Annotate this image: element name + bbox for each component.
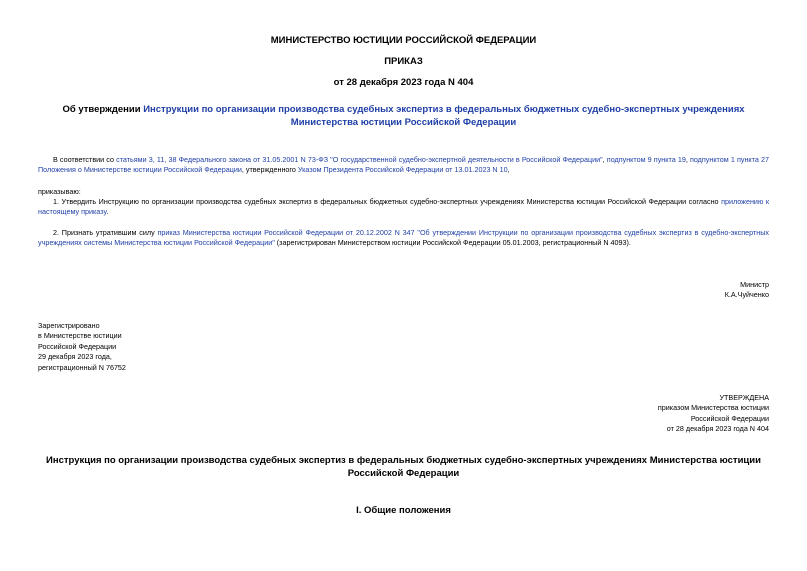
- repealed-order-link[interactable]: приказ Министерства юстиции Российской Федерации от 20.12.2002 N 347 "Об утверждении Инструкции по организации производства судебных экспертиз в судебно-экспертных учреждениях системы Министерства юстиции Российской Федерации": [38, 228, 769, 248]
- registration-line-1: Зарегистрировано: [38, 321, 100, 330]
- signature-block: [500, 280, 769, 301]
- regulation-link[interactable]: подпунктом 1 пункта 27 Положения о Министерстве юстиции Российской Федерации: [38, 155, 769, 175]
- registration-line-3: Российской Федерации: [38, 341, 117, 351]
- preamble-text-4: , утвержденного: [241, 165, 298, 175]
- approval-line-2: приказом Министерства юстиции: [657, 403, 769, 413]
- decree-link[interactable]: Указом Президента Российской Федерации от 13.01.2023 N 10: [297, 165, 508, 175]
- item-1-text: 1. Утвердить Инструкцию по организации производства судебных экспертиз в федеральных бюджетных судебно-экспертных учреждениях Министерства юстиции Российской Федерации согласно: [53, 197, 722, 206]
- law-link[interactable]: статьями 3, 11, 38 Федерального закона от 31.05.2001 N 73-ФЗ "О государственной судебно-экспертной деятельности в Российской Федерации": [116, 155, 603, 164]
- item-2-end: (зарегистрирован Министерством юстиции Российской Федерации 05.01.2003, регистрационный N 4093).: [274, 238, 631, 248]
- order-word: приказываю:: [38, 187, 81, 196]
- doc-type-heading: ПРИКАЗ: [384, 56, 423, 67]
- item-2-text: 2. Признать утратившим силу: [53, 228, 158, 237]
- approval-line-4: от 28 декабря 2023 года N 404: [666, 424, 769, 434]
- order-title-prefix: Об утверждении: [62, 104, 144, 115]
- order-title: [40, 103, 767, 129]
- preamble-text-3: ,: [685, 155, 690, 164]
- order-item-2: [38, 228, 769, 249]
- appendix-link[interactable]: приложению к настоящему приказу: [38, 197, 769, 217]
- preamble-text-1: В соответствии со: [53, 155, 117, 164]
- signature-name: К.А.Чуйченко: [724, 290, 769, 300]
- approval-block: [500, 393, 769, 435]
- approval-line-3: Российской Федерации: [690, 413, 769, 423]
- subparagraph-19-link[interactable]: подпунктом 9 пункта 19: [606, 155, 686, 164]
- order-date-number: от 28 декабря 2023 года N 404: [333, 77, 474, 88]
- ministry-heading: МИНИСТЕРСТВО ЮСТИЦИИ РОССИЙСКОЙ ФЕДЕРАЦИИ: [270, 35, 537, 46]
- approval-line-1: УТВЕРЖДЕНА: [719, 393, 769, 402]
- preamble-paragraph: [38, 155, 769, 176]
- registration-line-2: в Министерстве юстиции: [38, 331, 122, 341]
- order-item-1: [38, 197, 769, 218]
- registration-line-4: 29 декабря 2023 года,: [38, 352, 112, 362]
- registration-line-5: регистрационный N 76752: [38, 362, 126, 372]
- section-heading: I. Общие положения: [356, 505, 451, 516]
- preamble-text-2: ,: [602, 155, 607, 164]
- signature-position: Министр: [740, 280, 769, 289]
- order-title-link[interactable]: Инструкции по организации производства судебных экспертиз в федеральных бюджетных судебно-экспертных учреждениях Министерства юстиции Российской Федерации: [143, 104, 745, 128]
- item-1-end: .: [106, 207, 109, 217]
- registration-block: [38, 321, 126, 373]
- instruction-title: Инструкция по организации производства судебных экспертиз в федеральных бюджетных судебно-экспертных учреждениях Министерства юстиции Российской Федерации: [46, 455, 761, 479]
- preamble-text-5: ,: [507, 165, 510, 175]
